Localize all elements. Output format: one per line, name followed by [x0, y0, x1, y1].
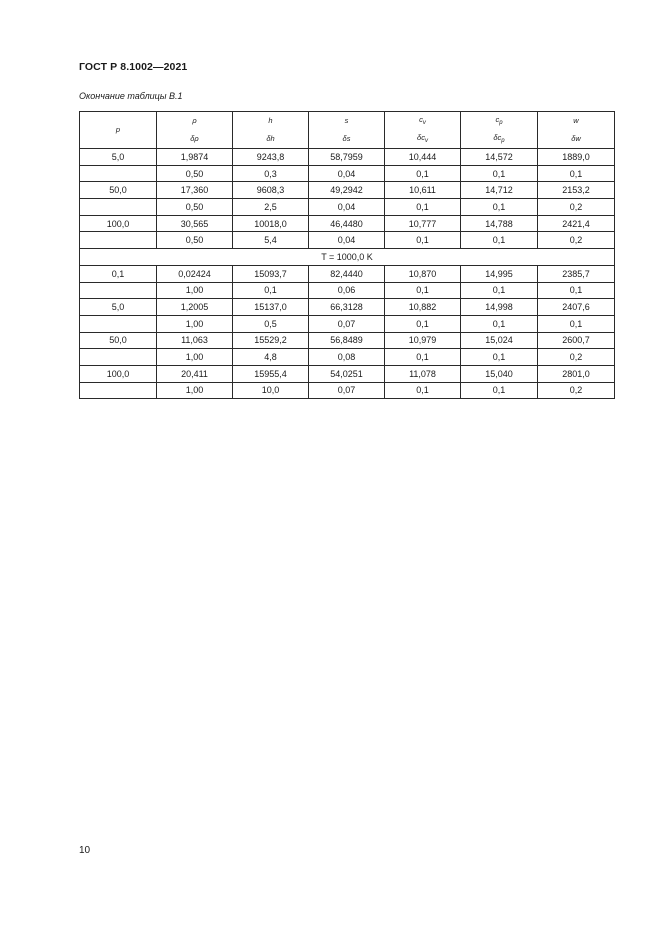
table-cell: 1,00 [157, 349, 233, 366]
table-row [80, 199, 615, 216]
table-cell: 0,07 [309, 315, 385, 332]
table-cell: 50,0 [80, 332, 157, 349]
table-cell: 0,1 [461, 232, 538, 249]
table-cell: 82,4440 [309, 265, 385, 282]
table-cell: 100,0 [80, 365, 157, 382]
table-cell: 15,024 [461, 332, 538, 349]
table-cell: 0,50 [157, 199, 233, 216]
table-cell: 2600,7 [538, 332, 615, 349]
table-cell: 0,07 [309, 382, 385, 399]
table-cell: 5,4 [233, 232, 309, 249]
table-cell: 4,8 [233, 349, 309, 366]
table-cell: 0,2 [538, 232, 615, 249]
table-cell: 0,1 [385, 349, 461, 366]
table-cell: 30,565 [157, 215, 233, 232]
section-temperature-label: T = 1000,0 K [80, 249, 615, 266]
table-cell: 0,04 [309, 165, 385, 182]
table-cell: 14,998 [461, 299, 538, 316]
table-cell: 0,50 [157, 232, 233, 249]
column-header-h: h [233, 112, 309, 131]
table-cell: 2407,6 [538, 299, 615, 316]
table-cell: 0,1 [461, 315, 538, 332]
table-row [80, 315, 615, 332]
cv-symbol: c [419, 114, 423, 124]
table-cell: 1889,0 [538, 149, 615, 166]
table-cell: 49,2942 [309, 182, 385, 199]
table-cell: 11,063 [157, 332, 233, 349]
table-cell: 1,00 [157, 282, 233, 299]
table-row [80, 332, 615, 349]
table-cell: 0,3 [233, 165, 309, 182]
table-cell [80, 199, 157, 216]
table-row [80, 265, 615, 282]
table-cell: 0,1 [461, 282, 538, 299]
table-cell: 10,611 [385, 182, 461, 199]
table-body [80, 149, 615, 399]
column-header-d-h: δh [233, 130, 309, 149]
table-cell: 0,04 [309, 232, 385, 249]
table-row [80, 282, 615, 299]
table-cell: 2421,4 [538, 215, 615, 232]
table-cell: 46,4480 [309, 215, 385, 232]
table-cell: 10,870 [385, 265, 461, 282]
table-cell: 17,360 [157, 182, 233, 199]
table-cell: 1,00 [157, 315, 233, 332]
table-cell: 5,0 [80, 149, 157, 166]
page-number: 10 [79, 845, 91, 856]
table-cell: 0,1 [461, 349, 538, 366]
column-header-p: p [80, 112, 157, 149]
table-cell: 0,1 [233, 282, 309, 299]
table-cell: 10,882 [385, 299, 461, 316]
table-cell: 10,0 [233, 382, 309, 399]
table-cell: 0,1 [385, 382, 461, 399]
table-row [80, 215, 615, 232]
table-cell: 54,0251 [309, 365, 385, 382]
table-cell: 14,572 [461, 149, 538, 166]
column-header-d-rho: δρ [157, 130, 233, 149]
table-row [80, 365, 615, 382]
table-cell: 100,0 [80, 215, 157, 232]
table-cell: 0,50 [157, 165, 233, 182]
d-cp-subscript: p [501, 137, 505, 144]
table-cell: 14,995 [461, 265, 538, 282]
table-cell: 11,078 [385, 365, 461, 382]
column-header-d-cp [461, 130, 538, 149]
data-table [79, 111, 615, 399]
table-cell: 14,788 [461, 215, 538, 232]
table-row [80, 232, 615, 249]
table-row [80, 165, 615, 182]
table-cell: 50,0 [80, 182, 157, 199]
table-cell: 0,5 [233, 315, 309, 332]
table-row [80, 182, 615, 199]
table-cell: 1,2005 [157, 299, 233, 316]
column-header-cv [385, 112, 461, 131]
d-cv-subscript: v [424, 137, 428, 144]
document-header: ГОСТ Р 8.1002—2021 [79, 61, 188, 73]
table-cell: 0,1 [385, 282, 461, 299]
table-cell: 66,3128 [309, 299, 385, 316]
d-cv-symbol: δc [417, 132, 425, 142]
table-row [80, 299, 615, 316]
table-cell: 15137,0 [233, 299, 309, 316]
cv-subscript: v [422, 119, 426, 126]
table-cell: 15955,4 [233, 365, 309, 382]
d-cp-symbol: δc [493, 132, 502, 142]
column-header-cp [461, 112, 538, 131]
table-caption: Окончание таблицы В.1 [79, 91, 183, 101]
table-cell: 10,979 [385, 332, 461, 349]
table-cell: 0,1 [385, 315, 461, 332]
table-cell [80, 282, 157, 299]
table-row [80, 382, 615, 399]
table-cell: 0,06 [309, 282, 385, 299]
table-cell: 1,9874 [157, 149, 233, 166]
table-cell: 10,444 [385, 149, 461, 166]
table-cell [80, 232, 157, 249]
column-header-d-cv [385, 130, 461, 149]
column-header-w: w [538, 112, 615, 131]
table-cell: 58,7959 [309, 149, 385, 166]
table-cell: 0,08 [309, 349, 385, 366]
table-cell: 2385,7 [538, 265, 615, 282]
table-cell: 14,712 [461, 182, 538, 199]
table-cell [80, 315, 157, 332]
column-header-d-s: δs [309, 130, 385, 149]
table-cell: 20,411 [157, 365, 233, 382]
table-row [80, 349, 615, 366]
table-cell: 0,1 [538, 165, 615, 182]
table-cell: 0,1 [80, 265, 157, 282]
table-cell: 0,02424 [157, 265, 233, 282]
table-cell: 2801,0 [538, 365, 615, 382]
section-row [80, 249, 615, 266]
table-cell [80, 349, 157, 366]
table-cell: 0,2 [538, 349, 615, 366]
column-header-d-w: δw [538, 130, 615, 149]
table-cell: 15529,2 [233, 332, 309, 349]
table-cell: 0,1 [385, 232, 461, 249]
table-cell: 1,00 [157, 382, 233, 399]
table-cell: 2153,2 [538, 182, 615, 199]
table-cell: 0,04 [309, 199, 385, 216]
header-row-quantities [80, 112, 615, 131]
table-cell [80, 382, 157, 399]
table-cell: 9243,8 [233, 149, 309, 166]
column-header-rho: ρ [157, 112, 233, 131]
table-cell: 0,2 [538, 199, 615, 216]
table-cell: 10,777 [385, 215, 461, 232]
table-cell: 0,1 [538, 282, 615, 299]
cp-symbol: c [495, 114, 500, 124]
table-cell: 9608,3 [233, 182, 309, 199]
table-cell: 5,0 [80, 299, 157, 316]
table-cell: 0,2 [538, 382, 615, 399]
table-cell: 15093,7 [233, 265, 309, 282]
table-cell [80, 165, 157, 182]
header-row-uncertainties [80, 130, 615, 149]
table-cell: 0,1 [461, 382, 538, 399]
column-header-s: s [309, 112, 385, 131]
table-cell: 0,1 [461, 199, 538, 216]
table-cell: 15,040 [461, 365, 538, 382]
table-cell: 0,1 [385, 165, 461, 182]
table-cell: 0,1 [461, 165, 538, 182]
table-cell: 2,5 [233, 199, 309, 216]
table-cell: 10018,0 [233, 215, 309, 232]
table-cell: 0,1 [385, 199, 461, 216]
cp-subscript: p [499, 119, 503, 126]
table-row [80, 149, 615, 166]
table-cell: 0,1 [538, 315, 615, 332]
table-cell: 56,8489 [309, 332, 385, 349]
